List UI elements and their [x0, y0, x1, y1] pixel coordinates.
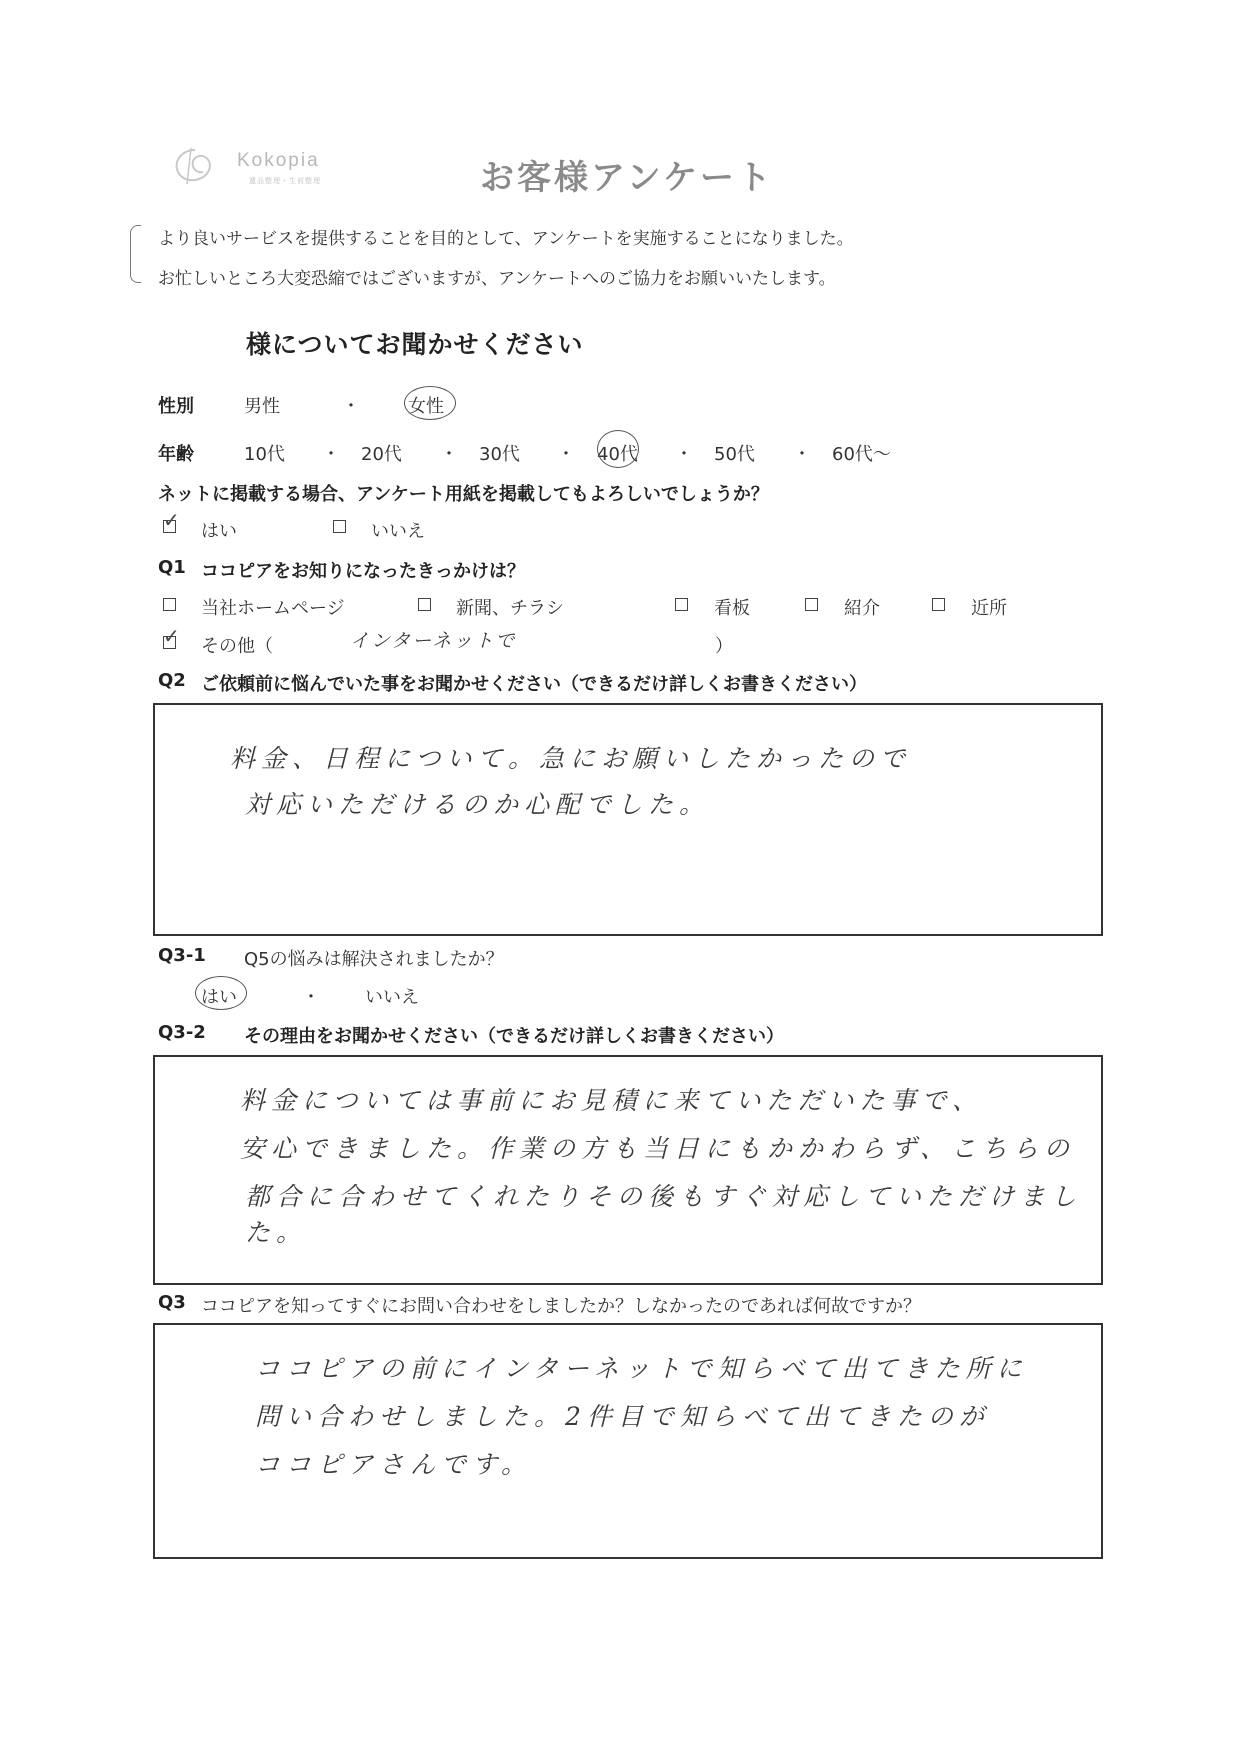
- q1-option-referral: 紹介: [844, 598, 880, 619]
- q1-question: ココピアをお知りになったきっかけは？: [201, 561, 525, 582]
- separator: ・: [302, 987, 320, 1008]
- publish-yes-label: はい: [201, 521, 237, 542]
- separator: ・: [322, 444, 340, 465]
- q1-option-checkbox[interactable]: [163, 598, 176, 611]
- age-option-50s[interactable]: 50代: [714, 444, 755, 465]
- q3-2-answer-box[interactable]: [153, 1055, 1103, 1285]
- q3-2-number: Q3-2: [158, 1022, 206, 1043]
- q1-other-close: ）: [715, 636, 733, 657]
- gender-label: 性別: [158, 396, 194, 417]
- q3-2-question: その理由をお聞かせください（できるだけ詳しくお書きください）: [244, 1026, 784, 1047]
- age-option-10s[interactable]: 10代: [244, 444, 285, 465]
- q3-1-number: Q3-1: [158, 945, 206, 966]
- intro-line-1: より良いサービスを提供することを目的として、アンケートを実施することになりました。: [158, 229, 854, 249]
- company-logo: [165, 140, 365, 190]
- q1-other-answer[interactable]: インターネットで: [350, 630, 517, 652]
- age-option-20s[interactable]: 20代: [361, 444, 402, 465]
- answer-line: ココピアさんです。: [255, 1450, 533, 1479]
- publish-no-label: いいえ: [371, 521, 425, 542]
- selection-circle: [404, 386, 456, 420]
- q1-option-signboard: 看板: [714, 598, 750, 619]
- age-option-30s[interactable]: 30代: [479, 444, 520, 465]
- q2-number: Q2: [158, 670, 186, 691]
- answer-line: 料金については事前にお見積に来ていただいた事で、: [240, 1086, 984, 1115]
- logo-tagline: 遺品整理・生前整理: [249, 177, 321, 185]
- page-title: お客様アンケート: [480, 158, 774, 198]
- q3-answer-box[interactable]: [153, 1323, 1103, 1559]
- publish-question: ネットに掲載する場合、アンケート用紙を掲載してもよろしいでしょうか？: [158, 484, 769, 505]
- gender-option-male[interactable]: 男性: [244, 396, 280, 417]
- q1-option-checkbox[interactable]: [418, 598, 431, 611]
- q3-question: ココピアを知ってすぐにお問い合わせをしましたか？しなかったのであれば何故ですか？: [201, 1296, 921, 1317]
- answer-line: 対応いただけるのか心配でした。: [245, 790, 711, 819]
- answer-line: 料金、日程について。急にお願いしたかったので: [230, 744, 912, 773]
- q1-other-label: その他（: [201, 636, 273, 657]
- q3-number: Q3: [158, 1292, 186, 1313]
- q1-option-checkbox[interactable]: [932, 598, 945, 611]
- age-label: 年齢: [158, 444, 194, 465]
- q2-answer-box[interactable]: [153, 703, 1103, 936]
- selection-circle: [597, 430, 639, 468]
- separator: ・: [793, 444, 811, 465]
- publish-no-checkbox[interactable]: [333, 520, 346, 533]
- section-title: 様についてお聞かせください: [246, 330, 584, 359]
- answer-line: 問い合わせしました。2件目で知らべて出てきたのが: [255, 1402, 990, 1431]
- q1-option-checkbox[interactable]: [805, 598, 818, 611]
- intro-bracket: [130, 225, 141, 283]
- separator: ・: [440, 444, 458, 465]
- answer-line: ココピアの前にインターネットで知らべて出てきた所に: [255, 1354, 1028, 1383]
- q3-1-question: Q5の悩みは解決されましたか？: [244, 949, 504, 970]
- q1-number: Q1: [158, 557, 186, 578]
- logo-mark-icon: [165, 144, 225, 186]
- q1-option-checkbox[interactable]: [675, 598, 688, 611]
- q3-1-option-yes[interactable]: はい: [201, 987, 237, 1008]
- separator: ・: [675, 444, 693, 465]
- age-option-40s[interactable]: 40代: [597, 444, 638, 465]
- intro-line-2: お忙しいところ大変恐縮ではございますが、アンケートへのご協力をお願いいたします。: [158, 269, 836, 289]
- q1-option-neighborhood: 近所: [971, 598, 1007, 619]
- q2-question: ご依頼前に悩んでいた事をお聞かせください（できるだけ詳しくお書きください）: [201, 674, 867, 695]
- logo-text: Kokopia: [237, 150, 320, 171]
- q3-1-option-no[interactable]: いいえ: [365, 987, 419, 1008]
- q1-option-homepage: 当社ホームページ: [201, 598, 345, 619]
- answer-line: 安心できました。作業の方も当日にもかかわらず、こちらの: [240, 1134, 1076, 1163]
- separator: ・: [342, 396, 360, 417]
- age-option-60s-plus[interactable]: 60代〜: [832, 444, 891, 465]
- check-mark-icon: ✓: [163, 508, 180, 532]
- q1-option-newspaper: 新聞、チラシ: [456, 598, 564, 619]
- check-mark-icon: ✓: [163, 624, 180, 648]
- selection-circle: [195, 976, 247, 1010]
- separator: ・: [557, 444, 575, 465]
- gender-option-female[interactable]: 女性: [408, 396, 444, 417]
- answer-line: 都合に合わせてくれたりその後もすぐ対応していただけました。: [245, 1182, 1083, 1247]
